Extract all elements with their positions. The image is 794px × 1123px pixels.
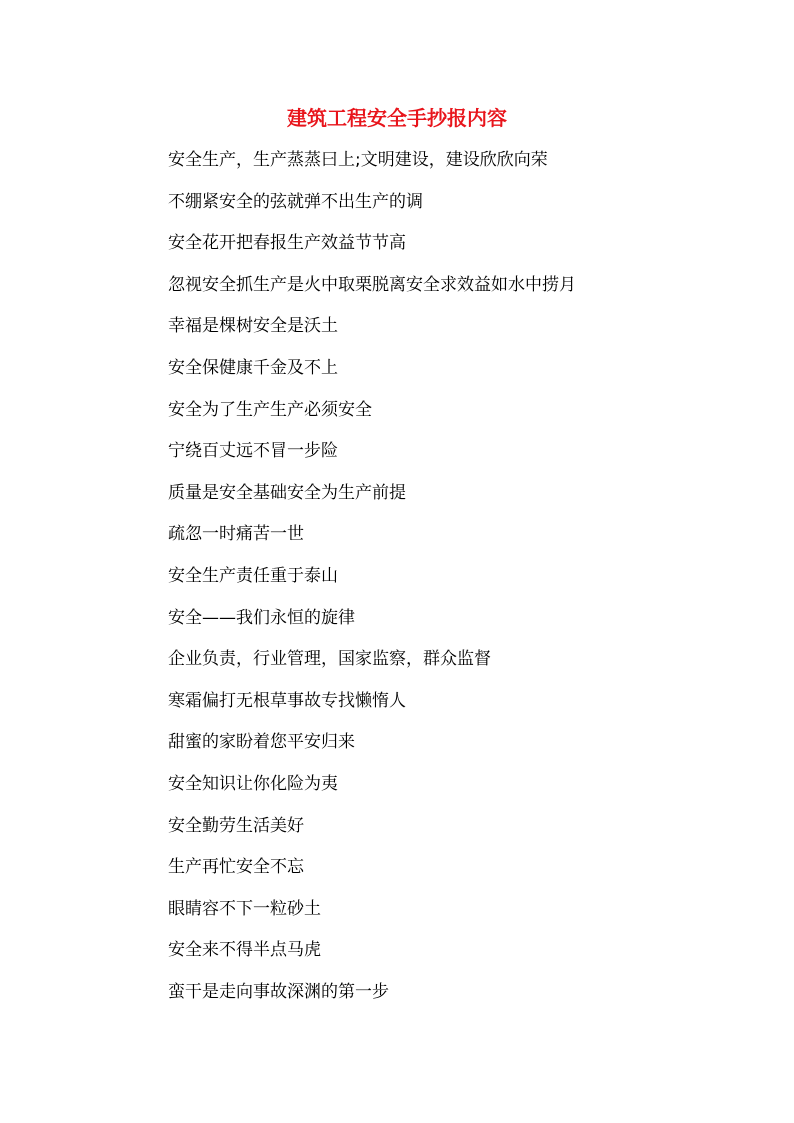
slogan-line: 甜蜜的家盼着您平安归来 xyxy=(168,732,355,753)
slogan-line: 安全——我们永恒的旋律 xyxy=(168,607,355,628)
slogan-line: 安全生产责任重于泰山 xyxy=(168,565,338,586)
slogan-line: 幸福是棵树安全是沃土 xyxy=(168,316,338,337)
slogan-line: 安全为了生产生产必须安全 xyxy=(168,399,372,420)
slogan-line: 忽视安全抓生产是火中取栗脱离安全求效益如水中捞月 xyxy=(168,274,576,295)
slogan-line: 质量是安全基础安全为生产前提 xyxy=(168,482,406,503)
slogan-line: 企业负责，行业管理，国家监察，群众监督 xyxy=(168,649,491,670)
slogan-line: 眼睛容不下一粒砂土 xyxy=(168,898,321,919)
slogan-line: 安全保健康千金及不上 xyxy=(168,357,338,378)
slogan-line: 安全知识让你化险为夷 xyxy=(168,773,338,794)
slogan-line: 蛮干是走向事故深渊的第一步 xyxy=(168,981,389,1002)
slogan-line: 寒霜偏打无根草事故专找懒惰人 xyxy=(168,690,406,711)
slogan-line: 疏忽一时痛苦一世 xyxy=(168,524,304,545)
slogan-line: 安全生产，生产蒸蒸曰上;文明建设，建设欣欣向荣 xyxy=(168,150,548,170)
slogan-line: 安全来不得半点马虎 xyxy=(168,940,321,961)
slogan-line: 不绷紧安全的弦就弹不出生产的调 xyxy=(168,191,423,212)
slogan-line: 安全勤劳生活美好 xyxy=(168,815,304,836)
slogan-list xyxy=(168,147,768,1020)
document-title: 建筑工程安全手抄报内容 xyxy=(287,106,507,130)
slogan-line: 安全花开把春报生产效益节节高 xyxy=(168,233,406,254)
slogan-line: 生产再忙安全不忘 xyxy=(168,857,304,878)
slogan-line: 宁绕百丈远不冒一步险 xyxy=(168,441,338,462)
